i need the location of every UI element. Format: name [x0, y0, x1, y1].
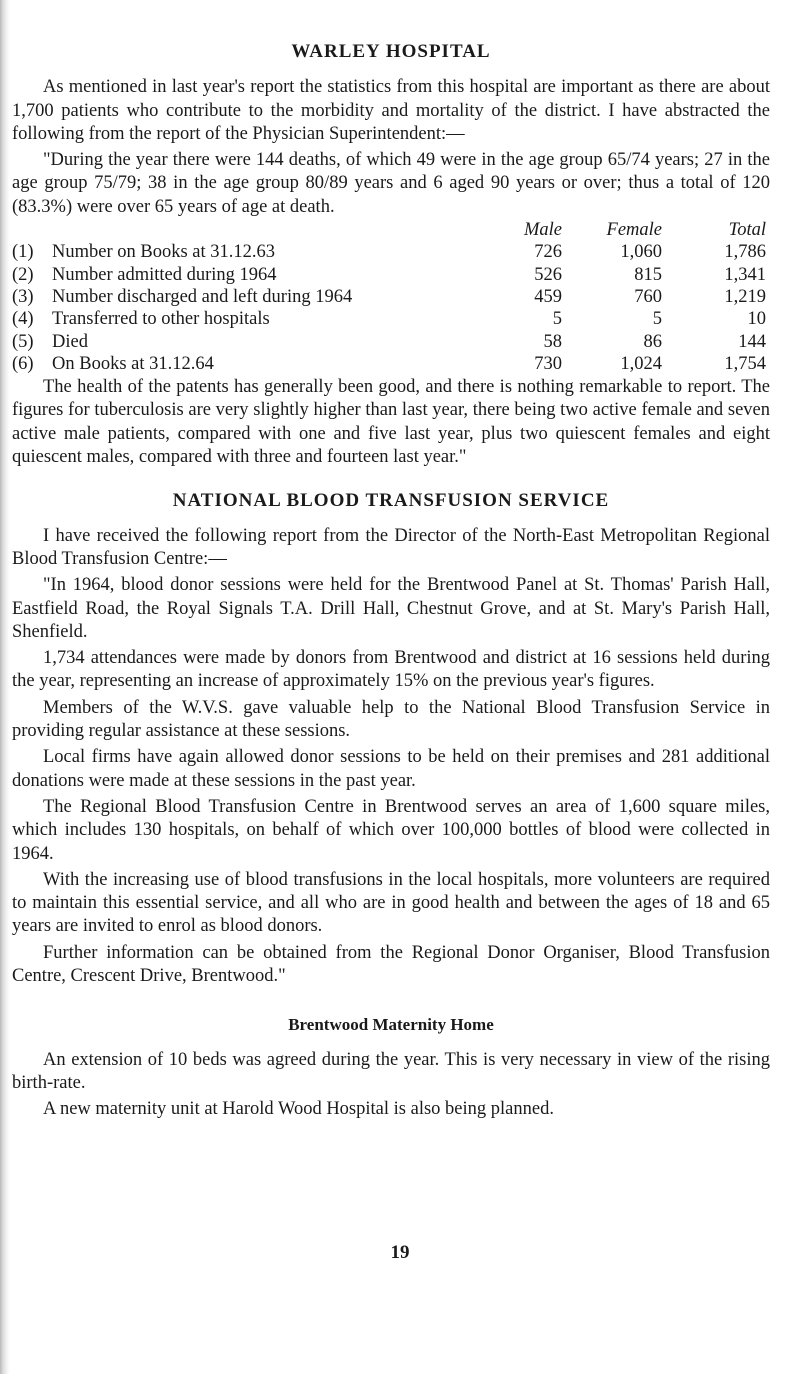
row-number: (1)	[12, 242, 34, 263]
table-row	[12, 308, 770, 330]
blood-paragraph-3: 1,734 attendances were made by donors from Brentwood and district at 16 sessions held during the year, representing an increase of approximately 15% on the previous year's figures.	[12, 648, 770, 692]
warley-stats-table	[12, 219, 770, 375]
row-male: 58	[543, 331, 562, 352]
blood-paragraph-2: "In 1964, blood donor sessions were held for the Brentwood Panel at St. Thomas' Parish Hall, Eastfield Road, the Royal Signals T.A. Drill Hall, Chestnut Grove, and at St. Mary's Parish Hall, Shenfield.	[12, 575, 770, 642]
row-total: 10	[747, 309, 766, 330]
row-label: Number admitted during 1964	[52, 264, 277, 285]
row-female: 1,024	[620, 353, 662, 374]
row-female: 86	[643, 331, 662, 352]
row-male: 5	[552, 309, 562, 330]
row-label: Transferred to other hospitals	[52, 309, 270, 330]
row-number: (5)	[12, 331, 34, 352]
blood-paragraph-6: The Regional Blood Transfusion Centre in Brentwood serves an area of 1,600 square miles, which includes 130 hospitals, on behalf of which over 100,000 bottles of blood were collected in 1964.	[12, 796, 770, 864]
page-number: 19	[390, 1242, 410, 1263]
header-male: Male	[523, 220, 562, 241]
row-total: 1,754	[724, 353, 766, 374]
row-female: 760	[634, 286, 662, 307]
blood-heading: NATIONAL BLOOD TRANSFUSION SERVICE	[172, 490, 610, 512]
row-total: 1,219	[724, 286, 766, 307]
row-label: Number discharged and left during 1964	[52, 286, 353, 307]
row-male: 730	[534, 353, 562, 374]
table-row	[12, 286, 770, 308]
header-female: Female	[606, 220, 662, 241]
page	[12, 40, 770, 1121]
warley-intro: As mentioned in last year's report the statistics from this hospital are important as there are about 1,700 patients who contribute to the morbidity and mortality of the district. I have abstracted the following from the report of the Physician Superintendent:—	[12, 77, 770, 144]
blood-paragraph-1: I have received the following report from the Director of the North-East Metropolitan Regional Blood Transfusion Centre:—	[12, 525, 770, 569]
row-number: (3)	[12, 286, 34, 307]
table-row	[12, 353, 770, 375]
table-row	[12, 264, 770, 286]
row-female: 5	[652, 309, 662, 330]
warley-quote: "During the year there were 144 deaths, of which 49 were in the age group 65/74 years; 27 in the age group 75/79; 38 in the age group 80/89 years and 6 aged 90 years or over; thus a total of 120 (83.3%) were over 65 years of age at death.	[12, 150, 770, 217]
blood-paragraph-8: Further information can be obtained from the Regional Donor Organiser, Blood Transfusion Centre, Crescent Drive, Brentwood."	[12, 942, 770, 986]
table-row	[12, 331, 770, 353]
row-female: 815	[634, 264, 662, 285]
blood-paragraph-7: With the increasing use of blood transfusions in the local hospitals, more volunteers are required to maintain this essential service, and all who are in good health and between the ages of 18 and 65 years are invited to enrol as blood donors.	[12, 869, 770, 937]
row-label: Number on Books at 31.12.63	[52, 242, 276, 263]
blood-paragraph-5: Local firms have again allowed donor sessions to be held on their premises and 281 additional donations were made at these sessions in the past year.	[12, 747, 770, 791]
row-male: 526	[534, 264, 562, 285]
table-row	[12, 241, 770, 263]
row-label: Died	[52, 331, 88, 352]
maternity-paragraph-2: A new maternity unit at Harold Wood Hospital is also being planned.	[43, 1099, 554, 1120]
row-male: 726	[534, 242, 562, 263]
row-number: (2)	[12, 264, 34, 285]
scan-edge	[0, 0, 10, 1374]
table-header-row	[12, 219, 770, 241]
blood-paragraph-4: Members of the W.V.S. gave valuable help to the National Blood Transfusion Service in providing regular assistance at these sessions.	[12, 697, 770, 742]
warley-health-paragraph: The health of the patents has generally been good, and there is nothing remarkable to report. The figures for tuberculosis are very slightly higher than last year, there being two active female and seven active male patients, compared with one and five last year, plus two quiescent females and eight quiescent males, compared with three and fourteen last year."	[12, 377, 770, 468]
row-male: 459	[534, 286, 562, 307]
maternity-paragraph-1: An extension of 10 beds was agreed during the year. This is very necessary in view of the rising birth-rate.	[12, 1049, 770, 1093]
header-total: Total	[728, 220, 766, 241]
warley-heading: WARLEY HOSPITAL	[291, 41, 491, 62]
row-female: 1,060	[620, 242, 662, 263]
row-total: 144	[738, 331, 766, 352]
row-number: (6)	[12, 353, 34, 374]
row-label: On Books at 31.12.64	[52, 353, 214, 374]
row-total: 1,786	[724, 242, 766, 263]
maternity-heading: Brentwood Maternity Home	[288, 1015, 494, 1035]
row-total: 1,341	[724, 264, 766, 285]
row-number: (4)	[12, 309, 34, 330]
